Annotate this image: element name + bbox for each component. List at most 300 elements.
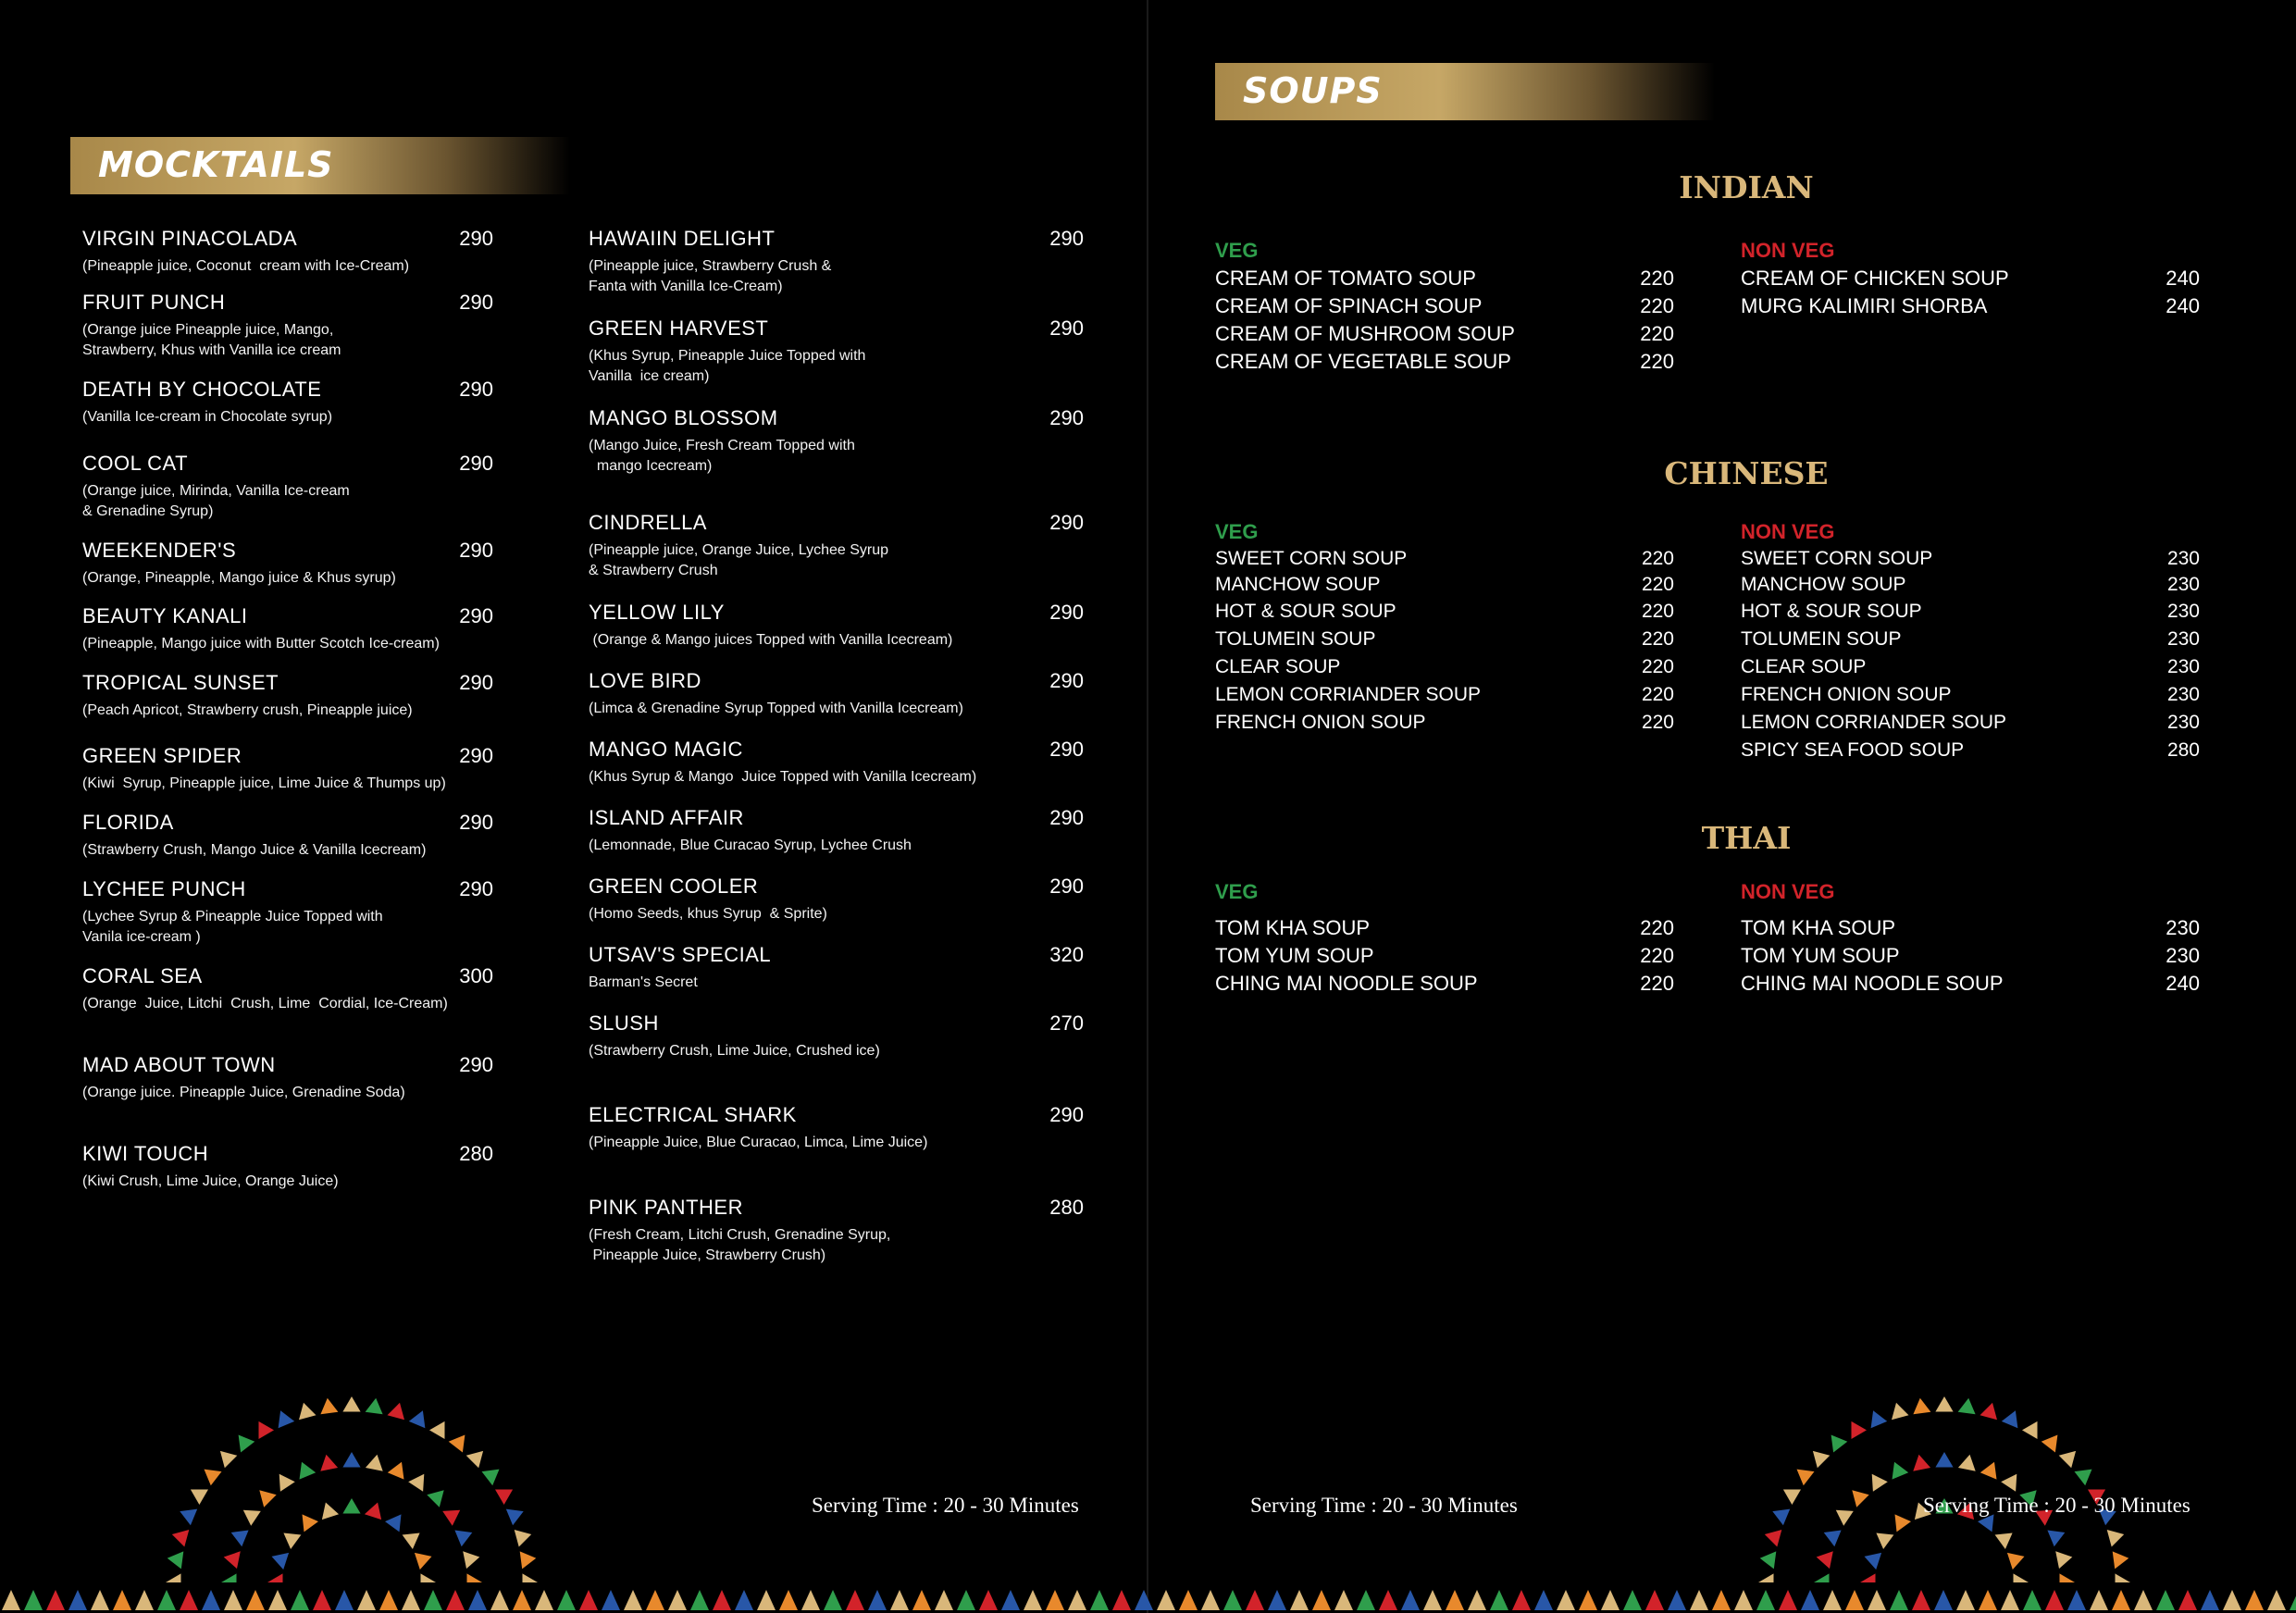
item-description: (Orange, Pineapple, Mango juice & Khus syrup)	[82, 570, 396, 586]
border-triangle	[1956, 1590, 1975, 1610]
tribal-triangle	[388, 1462, 404, 1480]
border-triangle	[735, 1590, 753, 1610]
soup-name: TOM YUM SOUP	[1215, 944, 1374, 967]
item-name: CINDRELLA	[589, 511, 707, 534]
soup-price: 220	[1641, 628, 1674, 650]
item-name: DEATH BY CHOCOLATE	[82, 378, 322, 401]
item-description: (Pineapple, Mango juice with Butter Scotch Ice-cream)	[82, 636, 440, 651]
border-triangle	[268, 1590, 287, 1610]
border-triangle	[1401, 1590, 1420, 1610]
item-name: MANGO MAGIC	[589, 738, 743, 761]
item-price: 290	[459, 539, 493, 562]
soup-name: SWEET CORN SOUP	[1215, 548, 1408, 569]
border-triangle	[1446, 1590, 1464, 1610]
border-triangle	[1512, 1590, 1531, 1610]
soup-price: 220	[1641, 574, 1674, 595]
item-name: CORAL SEA	[82, 964, 203, 987]
item-price: 290	[1049, 601, 1084, 624]
soup-price: 230	[2166, 548, 2200, 569]
border-triangle	[1912, 1590, 1930, 1610]
tribal-triangle	[2007, 1553, 2025, 1570]
soup-price: 220	[1640, 350, 1674, 373]
tribal-triangle	[172, 1530, 190, 1547]
tribal-triangle	[279, 1410, 295, 1428]
tribal-triangle	[1772, 1509, 1790, 1526]
tribal-arc-decoration	[1750, 1333, 2139, 1582]
item-price: 290	[1049, 738, 1084, 761]
tribal-triangle	[408, 1474, 424, 1492]
tribal-triangle	[259, 1421, 275, 1439]
soup-name: CREAM OF CHICKEN SOUP	[1741, 267, 2009, 290]
item-description: (Kiwi Crush, Lime Juice, Orange Juice)	[82, 1173, 339, 1189]
tribal-triangle	[2107, 1530, 2125, 1547]
tribal-triangle	[409, 1410, 426, 1428]
item-description: (Orange Juice, Litchi Crush, Lime Cordial, Ice-Cream)	[82, 996, 448, 1011]
tribal-triangle	[239, 1435, 255, 1453]
tribal-triangle	[463, 1551, 479, 1569]
soup-price: 220	[1641, 656, 1674, 677]
tribal-triangle	[1797, 1470, 1815, 1486]
tribal-triangle	[320, 1455, 338, 1471]
soup-name: MURG KALIMIRI SHORBA	[1741, 294, 1988, 317]
soup-price: 220	[1640, 916, 1674, 939]
item-name: MANGO BLOSSOM	[589, 406, 778, 429]
tribal-triangle	[365, 1503, 381, 1520]
border-triangle	[2245, 1590, 2264, 1610]
soups-title: SOUPS	[1243, 70, 1383, 111]
item-price: 290	[1049, 227, 1084, 250]
tribal-triangle	[1935, 1396, 1953, 1412]
border-triangle	[1157, 1590, 1175, 1610]
item-name: LOVE BIRD	[589, 669, 701, 692]
item-price: 300	[459, 964, 493, 987]
item-name: UTSAV'S SPECIAL	[589, 943, 772, 966]
soup-price: 240	[2166, 294, 2200, 317]
tribal-triangle	[1980, 1403, 1998, 1421]
border-triangle	[2156, 1590, 2175, 1610]
item-name: GREEN HARVEST	[589, 316, 769, 340]
tribal-triangle	[1783, 1490, 1801, 1506]
border-triangle	[1645, 1590, 1664, 1610]
tribal-triangle	[515, 1530, 532, 1547]
soup-name: FRENCH ONION SOUP	[1741, 684, 1952, 705]
item-name: BEAUTY KANALI	[82, 604, 248, 627]
border-triangle	[1068, 1590, 1086, 1610]
soup-price: 240	[2166, 972, 2200, 995]
border-triangle	[602, 1590, 620, 1610]
border-triangle	[246, 1590, 265, 1610]
tribal-triangle	[342, 1396, 360, 1412]
border-triangle	[846, 1590, 864, 1610]
border-triangle	[779, 1590, 798, 1610]
tribal-triangle	[506, 1509, 524, 1526]
item-description: (Orange juice. Pineapple Juice, Grenadine Soda)	[82, 1085, 405, 1100]
border-triangle	[1668, 1590, 1686, 1610]
item-description: (Peach Apricot, Strawberry crush, Pineapple juice)	[82, 702, 413, 718]
border-triangle	[2267, 1590, 2286, 1610]
soup-name: MANCHOW SOUP	[1741, 574, 1906, 595]
item-name: COOL CAT	[82, 452, 189, 475]
tribal-triangle	[1865, 1553, 1882, 1570]
tribal-triangle	[403, 1533, 420, 1550]
border-triangle	[1490, 1590, 1508, 1610]
border-triangle	[1579, 1590, 1597, 1610]
tribal-triangle	[205, 1470, 222, 1486]
tribal-triangle	[1813, 1451, 1830, 1468]
veg-label: VEG	[1215, 239, 1259, 262]
tribal-triangle	[1935, 1452, 1953, 1468]
cuisine-heading: INDIAN	[1679, 169, 1814, 205]
tribal-triangle	[366, 1455, 383, 1471]
tribal-triangle	[1913, 1398, 1930, 1415]
soup-name: HOT & SOUR SOUP	[1215, 601, 1396, 622]
soup-price: 230	[2166, 628, 2200, 650]
item-name: GREEN SPIDER	[82, 744, 242, 767]
border-triangle	[1268, 1590, 1286, 1610]
nonveg-label: NON VEG	[1741, 880, 1835, 903]
soup-name: CLEAR SOUP	[1741, 656, 1867, 677]
tribal-triangle	[2001, 1474, 2017, 1492]
mocktails-title: MOCKTAILS	[98, 144, 334, 185]
item-name: ELECTRICAL SHARK	[589, 1103, 797, 1126]
border-triangle	[579, 1590, 598, 1610]
border-triangle	[1179, 1590, 1198, 1610]
tribal-triangle	[442, 1510, 460, 1526]
border-triangle	[2067, 1590, 2086, 1610]
soup-name: CREAM OF SPINACH SOUP	[1215, 294, 1483, 317]
item-name: HAWAIIN DELIGHT	[589, 227, 776, 250]
tribal-triangle	[224, 1551, 241, 1569]
tribal-triangle	[466, 1451, 483, 1468]
border-triangle	[1801, 1590, 1819, 1610]
soup-price: 220	[1640, 294, 1674, 317]
border-triangle	[224, 1590, 242, 1610]
tribal-triangle	[220, 1451, 237, 1468]
border-triangle	[957, 1590, 975, 1610]
item-description: (Strawberry Crush, Lime Juice, Crushed ice)	[589, 1043, 880, 1059]
tribal-triangle	[2113, 1551, 2129, 1569]
border-triangle	[135, 1590, 154, 1610]
border-triangle	[513, 1590, 531, 1610]
item-price: 290	[1049, 806, 1084, 829]
soup-price: 230	[2166, 656, 2200, 677]
soup-price: 220	[1641, 684, 1674, 705]
tribal-triangle	[415, 1553, 432, 1570]
soup-price: 220	[1641, 712, 1674, 733]
tribal-triangle	[2002, 1410, 2018, 1428]
tribal-triangle	[454, 1531, 472, 1547]
item-price: 290	[459, 1053, 493, 1076]
item-price: 290	[459, 291, 493, 314]
border-triangle	[979, 1590, 998, 1610]
tribal-triangle	[259, 1490, 276, 1507]
border-triangle	[2090, 1590, 2108, 1610]
tribal-triangle	[168, 1551, 184, 1569]
cuisine-heading: CHINESE	[1664, 455, 1829, 491]
item-description: (Lychee Syrup & Pineapple Juice Topped with Vanila ice-cream )	[82, 909, 383, 945]
border-triangle	[935, 1590, 953, 1610]
item-description: (Vanilla Ice-cream in Chocolate syrup)	[82, 409, 333, 425]
soup-name: CREAM OF MUSHROOM SOUP	[1215, 322, 1515, 345]
soup-price: 230	[2166, 601, 2200, 622]
border-triangle	[624, 1590, 642, 1610]
item-description: (Strawberry Crush, Mango Juice & Vanilla Icecream)	[82, 842, 427, 858]
border-triangle	[1734, 1590, 1753, 1610]
border-triangle	[713, 1590, 731, 1610]
tribal-triangle	[272, 1553, 290, 1570]
border-triangle	[1223, 1590, 1242, 1610]
border-triangle	[2001, 1590, 2019, 1610]
soup-name: CHING MAI NOODLE SOUP	[1741, 972, 2004, 995]
item-description: (Homo Seeds, khus Syrup & Sprite)	[589, 906, 827, 922]
border-triangle	[1779, 1590, 1797, 1610]
tribal-triangle	[1892, 1403, 1909, 1421]
border-triangle	[557, 1590, 576, 1610]
item-description: (Fresh Cream, Litchi Crush, Grenadine Syrup, Pineapple Juice, Strawberry Crush)	[589, 1227, 891, 1263]
item-name: TROPICAL SUNSET	[82, 671, 279, 694]
soup-price: 240	[2166, 267, 2200, 290]
tribal-triangle	[283, 1533, 301, 1550]
item-price: 290	[1049, 1103, 1084, 1126]
border-triangle	[824, 1590, 842, 1610]
border-triangle	[2112, 1590, 2130, 1610]
border-triangle	[2290, 1590, 2296, 1610]
soup-name: MANCHOW SOUP	[1215, 574, 1381, 595]
soup-name: HOT & SOUR SOUP	[1741, 601, 1922, 622]
item-price: 290	[1049, 669, 1084, 692]
border-triangle	[1845, 1590, 1864, 1610]
soup-price: 280	[2166, 739, 2200, 761]
tribal-triangle	[1958, 1455, 1976, 1471]
item-price: 320	[1049, 943, 1084, 966]
border-triangle	[379, 1590, 398, 1610]
border-triangle	[1868, 1590, 1886, 1610]
item-price: 290	[1049, 316, 1084, 340]
border-triangle	[424, 1590, 442, 1610]
border-triangle	[1246, 1590, 1264, 1610]
border-triangle	[1024, 1590, 1042, 1610]
item-name: SLUSH	[589, 1011, 659, 1035]
item-description: (Orange juice Pineapple juice, Mango, Strawberry, Khus with Vanilla ice cream	[82, 322, 341, 358]
item-description: (Orange & Mango juices Topped with Vanilla Icecream)	[589, 632, 953, 648]
border-triangle	[1379, 1590, 1397, 1610]
veg-label: VEG	[1215, 520, 1259, 543]
item-description: (Pineapple juice, Orange Juice, Lychee Syrup & Strawberry Crush	[589, 542, 889, 578]
nonveg-label: NON VEG	[1741, 239, 1835, 262]
border-triangle	[1557, 1590, 1575, 1610]
tribal-triangle	[303, 1514, 319, 1532]
border-triangle	[46, 1590, 65, 1610]
border-triangle	[113, 1590, 131, 1610]
item-description: (Khus Syrup & Mango Juice Topped with Vanilla Icecream)	[589, 769, 977, 785]
border-triangle	[357, 1590, 376, 1610]
tribal-triangle	[482, 1470, 500, 1486]
tribal-triangle	[322, 1503, 339, 1520]
item-name: VIRGIN PINACOLADA	[82, 227, 298, 250]
soup-name: LEMON CORRIANDER SOUP	[1215, 684, 1482, 705]
soup-price: 220	[1641, 548, 1674, 569]
tribal-triangle	[279, 1474, 295, 1492]
soup-name: SPICY SEA FOOD SOUP	[1741, 739, 1965, 761]
border-triangle	[2201, 1590, 2219, 1610]
item-name: FLORIDA	[82, 811, 174, 834]
item-name: GREEN COOLER	[589, 875, 759, 898]
border-triangle	[1468, 1590, 1486, 1610]
soup-price: 220	[1640, 944, 1674, 967]
soup-name: CHING MAI NOODLE SOUP	[1215, 972, 1478, 995]
soup-price: 230	[2166, 574, 2200, 595]
border-triangle	[646, 1590, 664, 1610]
border-triangle	[468, 1590, 487, 1610]
soup-name: FRENCH ONION SOUP	[1215, 712, 1426, 733]
soup-name: TOLUMEIN SOUP	[1741, 628, 1902, 650]
item-name: YELLOW LILY	[589, 601, 725, 624]
soup-name: SWEET CORN SOUP	[1741, 548, 1933, 569]
item-description: (Mango Juice, Fresh Cream Topped with mango Icecream)	[589, 438, 855, 474]
tribal-triangle	[366, 1398, 383, 1415]
item-name: PINK PANTHER	[589, 1196, 743, 1219]
item-price: 290	[459, 744, 493, 767]
soup-price: 220	[1641, 601, 1674, 622]
tribal-triangle	[2042, 1435, 2058, 1453]
tribal-triangle	[1893, 1462, 1909, 1480]
serving-time: Serving Time : 20 - 30 Minutes	[812, 1494, 1079, 1517]
border-triangle	[1534, 1590, 1553, 1610]
border-triangle	[68, 1590, 87, 1610]
border-triangle	[1046, 1590, 1064, 1610]
item-price: 290	[459, 378, 493, 401]
tribal-triangle	[1876, 1533, 1893, 1550]
border-triangle	[1201, 1590, 1220, 1610]
item-description: (Lemonnade, Blue Curacao Syrup, Lychee Crush	[589, 838, 912, 853]
border-triangle	[2134, 1590, 2153, 1610]
tribal-triangle	[191, 1490, 208, 1506]
tribal-triangle	[243, 1510, 261, 1526]
item-price: 290	[459, 604, 493, 627]
soup-name: CREAM OF TOMATO SOUP	[1215, 267, 1476, 290]
tribal-triangle	[299, 1403, 316, 1421]
tribal-triangle	[1765, 1530, 1782, 1547]
soups-banner	[1215, 63, 1715, 120]
tribal-triangle	[385, 1514, 402, 1532]
tribal-triangle	[342, 1452, 360, 1468]
tribal-triangle	[495, 1490, 513, 1506]
tribal-triangle	[2075, 1470, 2092, 1486]
tribal-triangle	[1852, 1490, 1868, 1507]
tribal-triangle	[429, 1421, 445, 1439]
border-triangle	[402, 1590, 420, 1610]
border-triangle	[1312, 1590, 1331, 1610]
border-triangle	[202, 1590, 220, 1610]
border-triangle	[157, 1590, 176, 1610]
border-triangle	[1001, 1590, 1020, 1610]
tribal-triangle	[1852, 1421, 1868, 1439]
tribal-triangle	[342, 1498, 360, 1514]
border-triangle	[1756, 1590, 1775, 1610]
item-price: 280	[459, 1142, 493, 1165]
item-description: (Pineapple juice, Coconut cream with Ice-Cream)	[82, 258, 410, 274]
item-description: (Orange juice, Mirinda, Vanilla Ice-cream & Grenadine Syrup)	[82, 483, 350, 519]
item-price: 290	[459, 671, 493, 694]
border-triangle	[690, 1590, 709, 1610]
item-price: 270	[1049, 1011, 1084, 1035]
tribal-triangle	[1958, 1398, 1976, 1415]
tribal-triangle	[1817, 1551, 1833, 1569]
item-name: MAD ABOUT TOWN	[82, 1053, 276, 1076]
border-triangle	[180, 1590, 198, 1610]
border-triangle	[1112, 1590, 1131, 1610]
border-triangle	[1934, 1590, 1953, 1610]
item-name: ISLAND AFFAIR	[589, 806, 744, 829]
border-triangle	[335, 1590, 354, 1610]
border-triangle	[490, 1590, 509, 1610]
tribal-triangle	[1913, 1455, 1930, 1471]
tribal-triangle	[1872, 1474, 1888, 1492]
soup-price: 230	[2166, 944, 2200, 967]
border-triangle	[2178, 1590, 2197, 1610]
border-triangle	[757, 1590, 776, 1610]
border-triangle	[24, 1590, 43, 1610]
serving-time: Serving Time : 20 - 30 Minutes	[1923, 1494, 2191, 1517]
soup-price: 230	[2166, 684, 2200, 705]
tribal-triangle	[2055, 1551, 2072, 1569]
border-triangle	[446, 1590, 465, 1610]
soup-name: TOLUMEIN SOUP	[1215, 628, 1376, 650]
border-triangle	[2045, 1590, 2064, 1610]
item-price: 280	[1049, 1196, 1084, 1219]
veg-label: VEG	[1215, 880, 1259, 903]
tribal-triangle	[1831, 1435, 1848, 1453]
tribal-triangle	[449, 1435, 465, 1453]
border-triangle	[2023, 1590, 2042, 1610]
item-name: WEEKENDER'S	[82, 539, 237, 562]
tribal-triangle	[2059, 1451, 2076, 1468]
border-triangle	[1290, 1590, 1309, 1610]
border-triangle	[1357, 1590, 1375, 1610]
item-price: 290	[459, 811, 493, 834]
item-description: Barman's Secret	[589, 974, 698, 990]
soup-price: 220	[1640, 972, 1674, 995]
border-triangle	[2, 1590, 20, 1610]
tribal-border-strip	[0, 1573, 2296, 1613]
item-description: (Pineapple juice, Strawberry Crush & Fanta with Vanilla Ice-Cream)	[589, 258, 832, 294]
tribal-arc-decoration	[157, 1333, 546, 1582]
mocktails-banner	[70, 137, 570, 194]
border-triangle	[535, 1590, 553, 1610]
item-description: (Khus Syrup, Pineapple Juice Topped with Vanilla ice cream)	[589, 348, 866, 384]
item-price: 290	[1049, 875, 1084, 898]
soup-price: 230	[2166, 712, 2200, 733]
border-triangle	[912, 1590, 931, 1610]
tribal-triangle	[231, 1531, 249, 1547]
cuisine-heading: THAI	[1701, 820, 1792, 856]
serving-time: Serving Time : 20 - 30 Minutes	[1250, 1494, 1518, 1517]
border-triangle	[890, 1590, 909, 1610]
tribal-triangle	[2022, 1421, 2038, 1439]
border-triangle	[801, 1590, 820, 1610]
border-triangle	[313, 1590, 331, 1610]
soup-name: TOM KHA SOUP	[1215, 916, 1371, 939]
item-description: (Limca & Grenadine Syrup Topped with Vanilla Icecream)	[589, 701, 963, 716]
soups-page	[1148, 0, 2296, 1613]
soup-price: 220	[1640, 267, 1674, 290]
nonveg-label: NON VEG	[1741, 520, 1835, 543]
border-triangle	[1334, 1590, 1353, 1610]
soup-name: CREAM OF VEGETABLE SOUP	[1215, 350, 1511, 373]
tribal-triangle	[1871, 1410, 1888, 1428]
item-name: LYCHEE PUNCH	[82, 877, 246, 900]
soup-price: 220	[1640, 322, 1674, 345]
